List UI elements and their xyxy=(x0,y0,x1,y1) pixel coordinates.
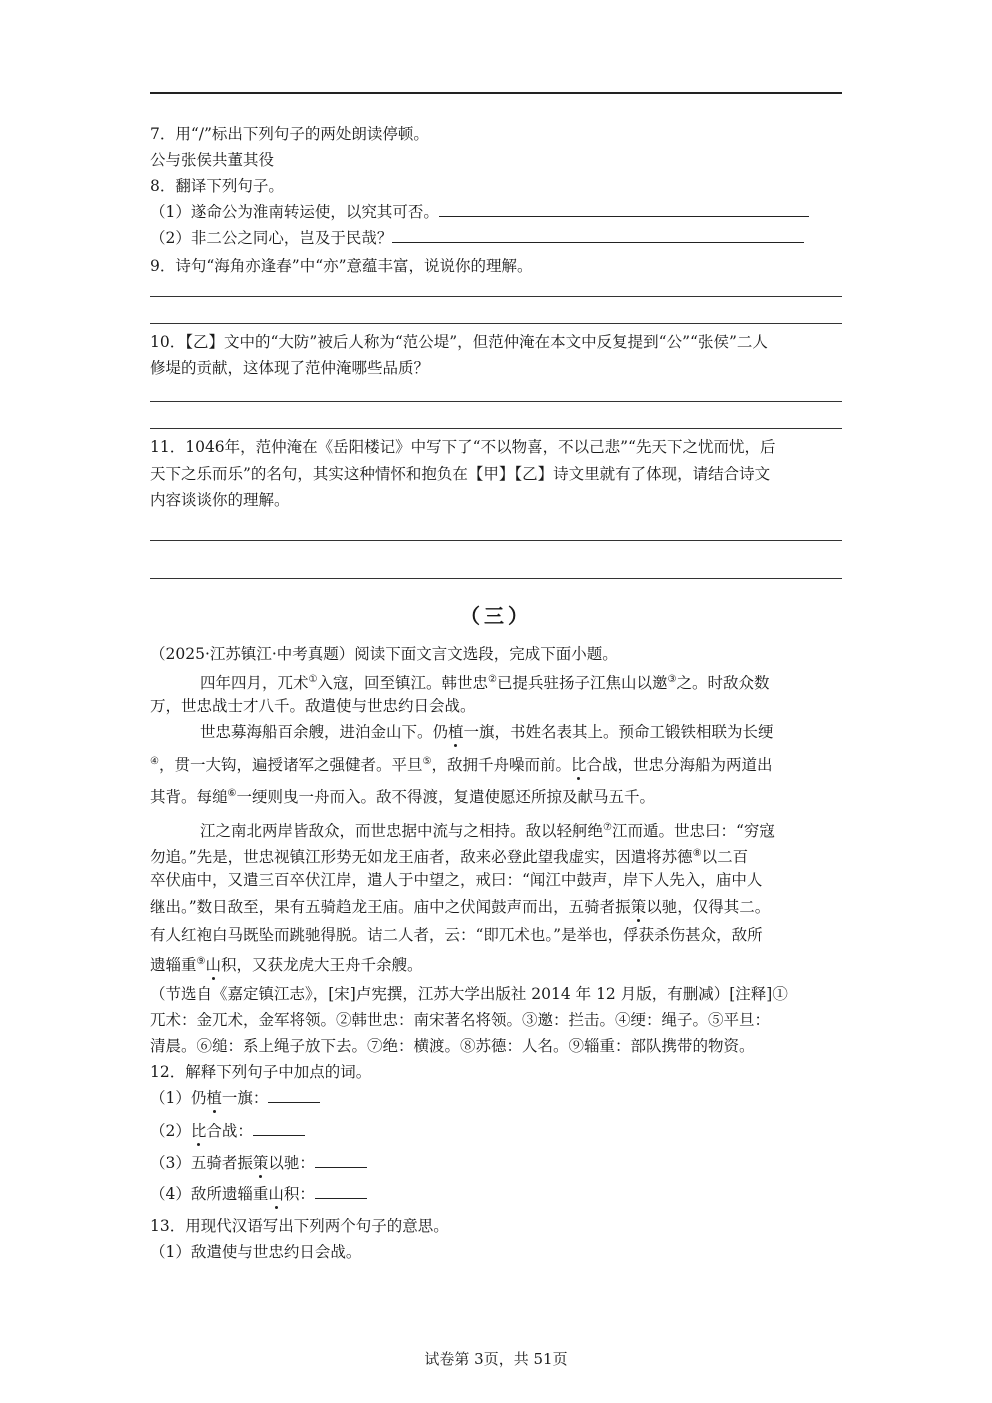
passage-line: 万，世忠战士才八千。敌遣使与世忠约日会战。 xyxy=(150,697,476,715)
passage-text: 江之南北两岸皆敌众，而世忠据中流与之相持。敌以轻舸绝 xyxy=(200,822,604,841)
item-text: 积： xyxy=(283,1185,315,1203)
notes-line: （节选自《嘉定镇江志》，[宋]卢宪撰，江苏大学出版社 2014 年 12 月版，有删减）[注释]① xyxy=(150,985,788,1003)
passage-text: 继出。”数日敌至，果有五骑趋龙王庙。庙中之伏闻鼓声而出，五骑者振 xyxy=(150,898,631,916)
note-marker: ⑤ xyxy=(422,756,432,767)
passage-text: 江而遁。世忠曰：“穷寇 xyxy=(611,822,775,841)
passage-text: 其背。每缒 xyxy=(150,788,228,807)
passage-text: 合战，世忠分海船为两道出 xyxy=(586,756,773,775)
passage-line xyxy=(150,784,655,807)
dotted-word: 山 xyxy=(205,956,221,975)
page-footer: 试卷第 3页，共 51页 xyxy=(424,1350,568,1368)
item-text: 以驰： xyxy=(268,1154,315,1172)
question-7-sentence: 公与张侯共董其役 xyxy=(150,151,275,169)
answer-line[interactable] xyxy=(150,323,842,324)
answer-line[interactable] xyxy=(150,296,842,297)
passage-text: ，贯一大钩，遍授诸军之强健者。平旦 xyxy=(158,756,423,775)
dotted-word: 植 xyxy=(206,1089,222,1107)
question-12: 12．解释下列句子中加点的词。 xyxy=(150,1063,372,1081)
question-10-line-2: 修堤的贡献，这体现了范仲淹哪些品质？ xyxy=(150,359,430,377)
question-10-line-1: 10．【乙】文中的“大防”被后人称为“范公堤”，但范仲淹在本文中反复提到“公”“张侯”二人 xyxy=(150,333,768,351)
passage-text: 以驰，仅得其二。 xyxy=(646,898,771,916)
note-marker: ⑥ xyxy=(227,788,237,799)
item-text: 一旗： xyxy=(221,1089,269,1107)
passage-line xyxy=(150,844,748,867)
passage-text: 遗辎重 xyxy=(150,956,197,975)
notes-line: 清晨。⑥缒：系上绳子放下去。⑦绝：横渡。⑧苏德：人名。⑨辎重：部队携带的物资。 xyxy=(150,1037,755,1055)
answer-blank[interactable] xyxy=(268,1088,320,1103)
note-marker: ① xyxy=(308,674,318,685)
dotted-word: 策 xyxy=(630,898,647,916)
notes-line: 兀术：金兀术，金军将领。②韩世忠：南宋著名将领。③邀：拦击。④绠：绳子。⑤平旦： xyxy=(150,1011,771,1029)
passage-line xyxy=(200,818,775,841)
question-7: 7．用“/”标出下列句子的两处朗读停顿。 xyxy=(150,125,429,143)
passage-line: 有人红袍白马既坠而跳驰得脱。诘二人者，云：“即兀术也。”是举也，俘获杀伤甚众，敌所 xyxy=(150,926,763,944)
answer-line[interactable] xyxy=(392,228,804,243)
item-text: （2） xyxy=(150,1122,191,1140)
item-text: 合战： xyxy=(206,1122,253,1140)
passage-text: 已提兵驻扬子江焦山以邀 xyxy=(496,674,668,693)
answer-line[interactable] xyxy=(150,540,842,541)
note-marker: ④ xyxy=(150,756,159,767)
question-8-item-1-text: （1）遂命公为淮南转运使，以究其可否。 xyxy=(150,203,439,221)
note-marker: ⑧ xyxy=(692,848,702,859)
item-text: （1）仍 xyxy=(150,1089,207,1107)
dotted-word: 比 xyxy=(190,1122,207,1140)
note-marker: ② xyxy=(488,674,497,685)
dotted-word: 植 xyxy=(448,723,464,741)
dotted-word: 比 xyxy=(570,756,587,775)
question-8-item-1 xyxy=(150,202,809,222)
passage-text: 之。时敌众数 xyxy=(676,674,770,693)
note-marker: ⑦ xyxy=(603,822,612,833)
section-title: （三） xyxy=(460,604,532,628)
question-9: 9．诗句“海角亦逢春”中“亦”意蕴丰富，说说你的理解。 xyxy=(150,257,533,275)
item-text: （4）敌所遗辎重 xyxy=(150,1185,269,1203)
passage-text: 积，又获龙虎大王舟千余艘。 xyxy=(221,956,423,975)
passage-text: 一绠则曳一舟而入。敌不得渡，复遣使愿还所掠及献马五千。 xyxy=(236,788,655,807)
passage-text: 世忠募海船百余艘，进泊金山下。仍 xyxy=(200,723,449,741)
question-11-line-1: 11．1046年，范仲淹在《岳阳楼记》中写下了“不以物喜，不以己悲”“先天下之忧而忧，后 xyxy=(150,438,776,456)
passage-line xyxy=(150,752,773,775)
answer-blank[interactable] xyxy=(253,1121,305,1136)
passage-text: 勿追。”先是，世忠视镇江形势无如龙王庙者，敌来必登此望我虚实，因遣将苏德 xyxy=(150,848,693,867)
answer-line[interactable] xyxy=(150,428,842,429)
section-source: （2025·江苏镇江·中考真题）阅读下面文言文选段，完成下面小题。 xyxy=(150,645,618,663)
passage-text: 以二百 xyxy=(701,848,749,867)
header-rule xyxy=(150,92,842,94)
note-marker: ⑨ xyxy=(196,956,206,967)
passage-line xyxy=(200,670,769,693)
passage-line xyxy=(200,722,774,742)
passage-text: 四年四月，兀术 xyxy=(200,674,309,693)
question-8-item-2 xyxy=(150,228,804,248)
dotted-word: 策 xyxy=(252,1154,269,1172)
question-11-line-3: 内容谈谈你的理解。 xyxy=(150,491,290,509)
answer-line[interactable] xyxy=(439,202,809,217)
answer-line[interactable] xyxy=(150,401,842,402)
dotted-word: 山 xyxy=(268,1185,284,1203)
question-12-item-4 xyxy=(150,1184,367,1204)
passage-text: 一旗，书姓名表其上。预命工锻铁相联为长绠 xyxy=(463,723,774,741)
note-marker: ③ xyxy=(667,674,677,685)
answer-blank[interactable] xyxy=(315,1184,367,1199)
question-12-item-1 xyxy=(150,1088,320,1108)
passage-line xyxy=(150,897,770,917)
question-13-item-1: （1）敌遣使与世忠约日会战。 xyxy=(150,1243,362,1261)
passage-line xyxy=(150,952,423,975)
question-11-line-2: 天下之乐而乐”的名句，其实这种情怀和抱负在【甲】【乙】诗文里就有了体现，请结合诗文 xyxy=(150,465,771,483)
question-12-item-3 xyxy=(150,1153,367,1173)
passage-text: 入寇，回至镇江。韩世忠 xyxy=(317,674,488,693)
passage-line: 卒伏庙中，又遣三百卒伏江岸，遣人于中望之，戒曰：“闻江中鼓声，岸下人先入，庙中人 xyxy=(150,871,763,889)
question-8-item-2-text: （2）非二公之同心，岂及于民哉？ xyxy=(150,229,393,247)
question-8: 8．翻译下列句子。 xyxy=(150,177,284,195)
passage-text: ，敌拥千舟噪而前。 xyxy=(431,756,571,775)
answer-blank[interactable] xyxy=(315,1153,367,1168)
answer-line[interactable] xyxy=(150,578,842,579)
item-text: （3）五骑者振 xyxy=(150,1154,253,1172)
question-12-item-2 xyxy=(150,1121,305,1141)
question-13: 13．用现代汉语写出下列两个句子的意思。 xyxy=(150,1217,449,1235)
